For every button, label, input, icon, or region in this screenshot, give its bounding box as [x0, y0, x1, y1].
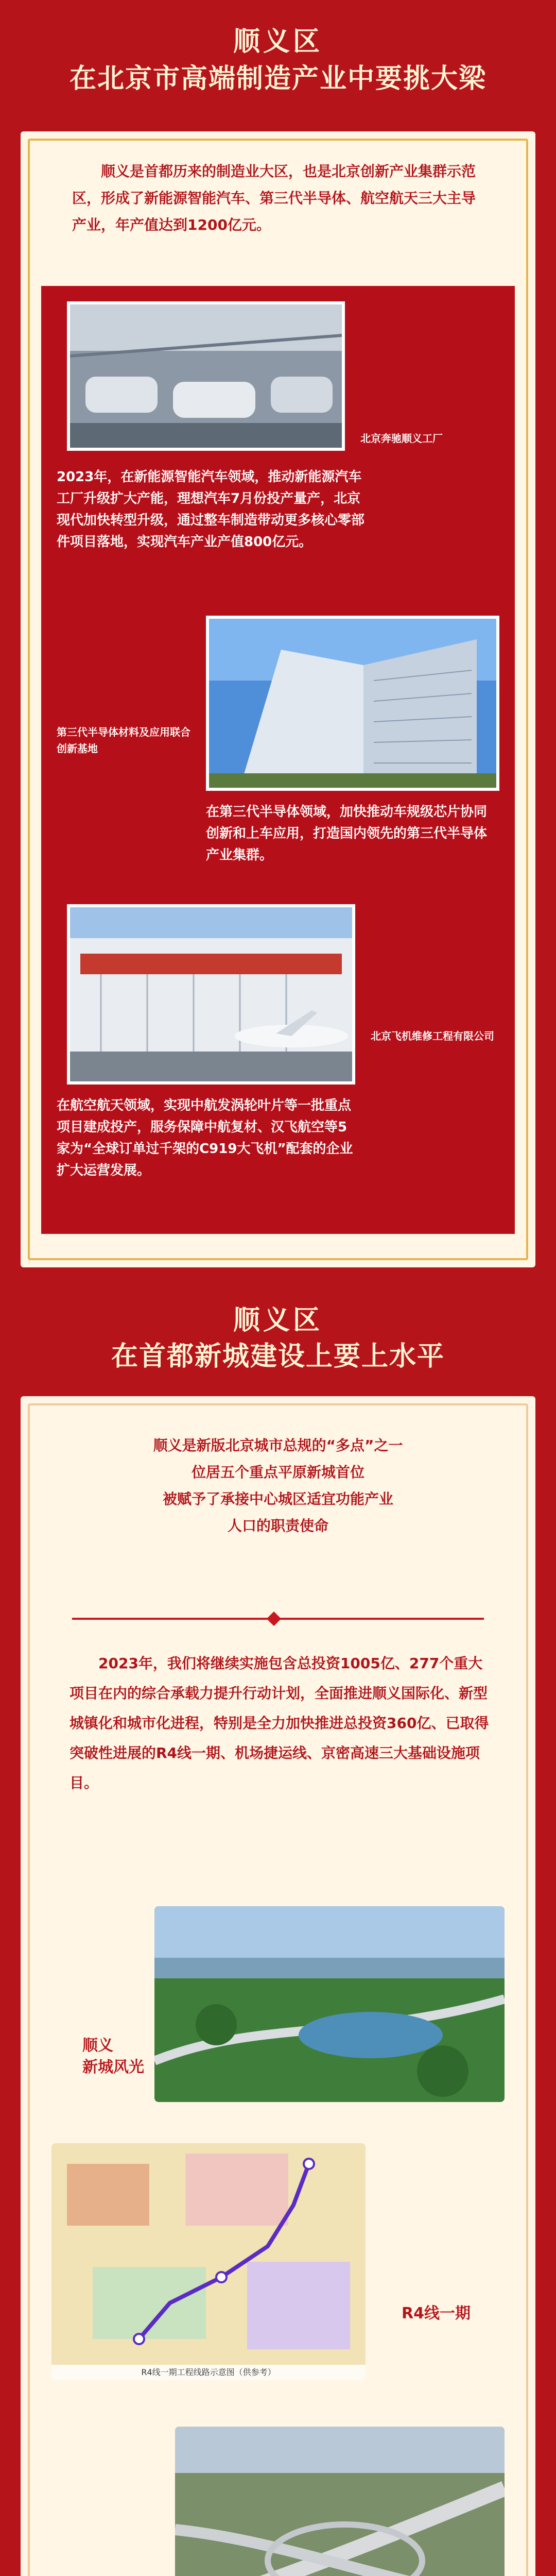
factory-photo-1 — [67, 301, 345, 451]
section2-intro-line3: 被赋予了承接中心城区适宜功能产业 — [162, 1490, 393, 1507]
label-new-city-text: 顺义 新城风光 — [82, 2037, 144, 2076]
new-city-photo — [154, 1906, 505, 2102]
label-new-city — [82, 2035, 154, 2078]
section1-intro: 顺义是首都历来的制造业大区，也是北京创新产业集群示范区，形成了新能源智能汽车、第三代半导体、航空航天三大主导产业，年产值达到1200亿元。 — [72, 163, 476, 233]
semiconductor-building-image — [209, 619, 496, 788]
section2-intro-line1: 顺义是新版北京城市总规的“多点”之一 — [153, 1437, 403, 1454]
section1-block1: 2023年，在新能源智能汽车领域，推动新能源汽车工厂升级扩大产能，理想汽车7月份投产量产，北京现代加快转型升级，通过整车制造带动更多核心零部件项目落地，实现汽车产业产值800亿元。 — [57, 469, 365, 550]
caption-aircraft-maintenance: 北京飞机维修工程有限公司 — [371, 1030, 494, 1042]
section1-block2: 在第三代半导体领域，加快推动车规级芯片协同创新和上车应用，打造国内领先的第三代半导体产业集群。 — [206, 804, 488, 863]
section2-title-line1: 顺义区 — [233, 1305, 323, 1336]
section1-block3: 在航空航天领域，实现中航发涡轮叶片等一批重点项目建成投产，服务保障中航复材、汉飞航空等5家为“全球订单过千架的C919大飞机”配套的企业扩大运营发展。 — [57, 1098, 353, 1178]
section1-card — [21, 131, 535, 1267]
building-photo — [206, 616, 499, 791]
section2-body: 2023年，我们将继续实施包含总投资1005亿、277个重大项目在内的综合承载力提升行动计划，全面推进顺义国际化、新型城镇化和城市化进程，特别是全力加快推进总投资360亿、已取得突破性进展的R4线一期、机场捷运线、京密高速三大基础设施项目。 — [70, 1655, 489, 1791]
car-factory-image — [70, 304, 342, 448]
section2-card — [21, 1396, 535, 2576]
section2-title-line2: 在首都新城建设上要上水平 — [111, 1341, 445, 1372]
r4-line-map-image — [51, 2143, 366, 2380]
caption-benz: 北京奔驰顺义工厂 — [360, 432, 443, 445]
section1-title-line2: 在北京市高端制造产业中要挑大梁 — [69, 63, 486, 94]
aircraft-photo — [67, 904, 355, 1084]
aircraft-hangar-image — [70, 907, 352, 1081]
highway-interchange-image — [175, 2427, 505, 2576]
section2-intro — [51, 1432, 505, 1539]
new-city-aerial-image — [154, 1906, 505, 2102]
jingmi-highway-photo — [175, 2427, 505, 2576]
caption-semiconductor: 第三代半导体材料及应用联合创新基地 — [57, 726, 190, 755]
section1-title-line1: 顺义区 — [233, 26, 323, 57]
section2-intro-line2: 位居五个重点平原新城首位 — [191, 1464, 364, 1481]
r4-map — [51, 2143, 366, 2380]
section2-intro-line4: 人口的职责使命 — [227, 1517, 328, 1534]
label-r4-line: R4线一期 — [402, 2304, 471, 2323]
map-caption: R4线一期工程线路示意图（供参考） — [141, 2367, 276, 2377]
